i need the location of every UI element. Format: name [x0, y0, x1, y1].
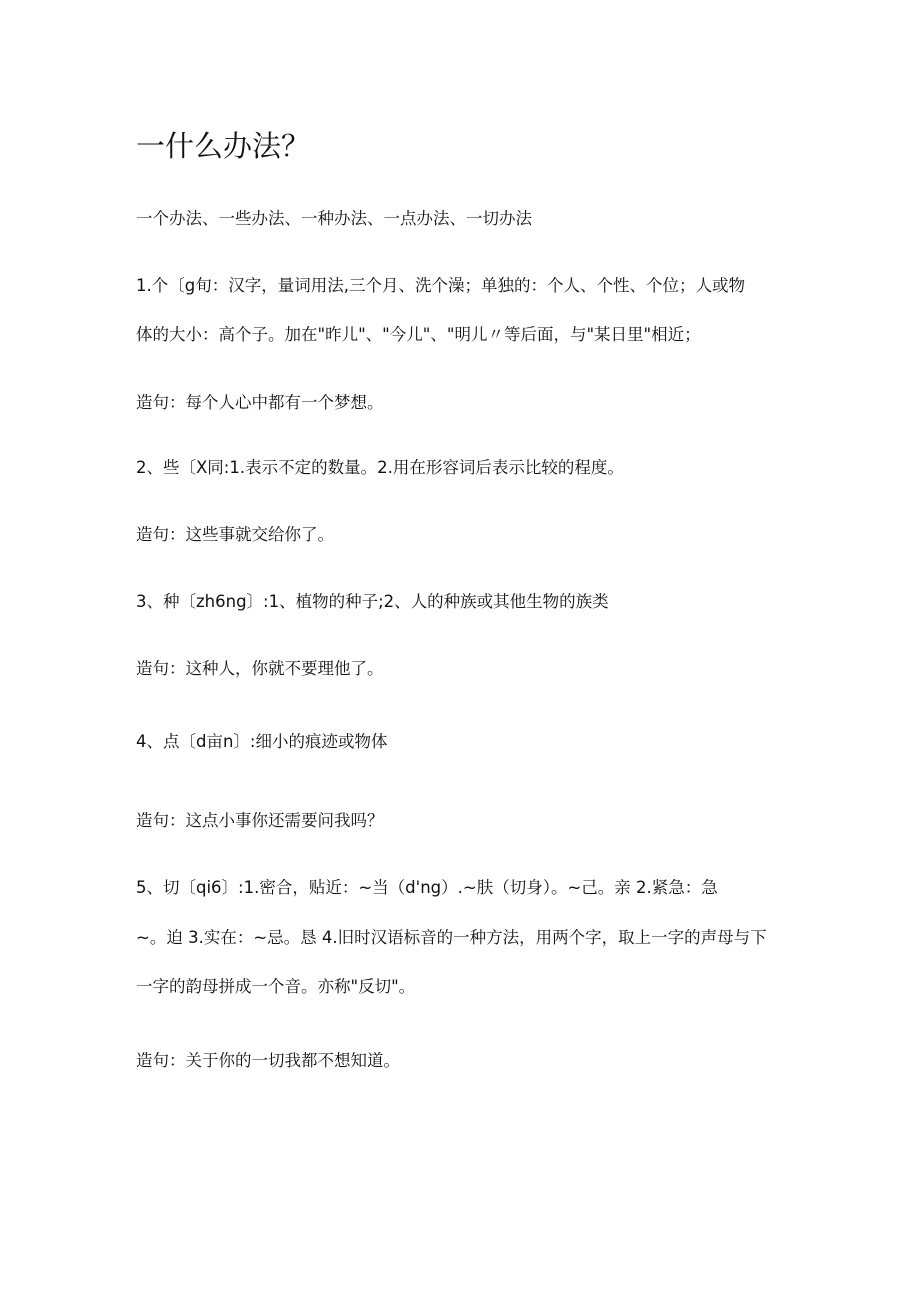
- definition-qie-line-3: 一字的韵母拼成一个音。亦称"反切"。: [136, 977, 416, 996]
- example-sentence-zhong: 造句：这种人，你就不要理他了。: [136, 659, 384, 678]
- definition-qie-line-1: 5、切〔qi6〕:1.密合，贴近：~当（d'ng）.~肤（切身）。~己。亲 2.紧急：急: [136, 878, 718, 897]
- definition-ge-line-1: 1.个〔g旬：汉字，量词用法,三个月、洗个澡；单独的：个人、个性、个位；人或物: [136, 276, 745, 295]
- example-sentence-qie: 造句：关于你的一切我都不想知道。: [136, 1051, 400, 1070]
- definition-zhong: 3、种〔zh6ng〕:1、植物的种子;2、人的种族或其他生物的族类: [136, 592, 609, 611]
- example-sentence-ge: 造句：每个人心中都有一个梦想。: [136, 393, 384, 412]
- example-sentence-dian: 造句：这点小事你还需要问我吗？: [136, 811, 384, 830]
- definition-qie-line-2: ~。迫 3.实在：~忌。恳 4.旧时汉语标音的一种方法，用两个字，取上一字的声母与下: [136, 928, 767, 947]
- page-title: 一什么办法？: [136, 129, 311, 163]
- intro-line: 一个办法、一些办法、一种办法、一点办法、一切办法: [136, 209, 532, 228]
- definition-ge-line-2: 体的大小：高个子。加在"昨儿"、"今儿"、"明儿〃等后面，与"某日里"相近；: [136, 325, 701, 344]
- example-sentence-xie: 造句：这些事就交给你了。: [136, 525, 334, 544]
- definition-dian: 4、点〔d亩n〕:细小的痕迹或物体: [136, 732, 388, 751]
- definition-xie: 2、些〔X同:1.表示不定的数量。2.用在形容词后表示比较的程度。: [136, 458, 624, 477]
